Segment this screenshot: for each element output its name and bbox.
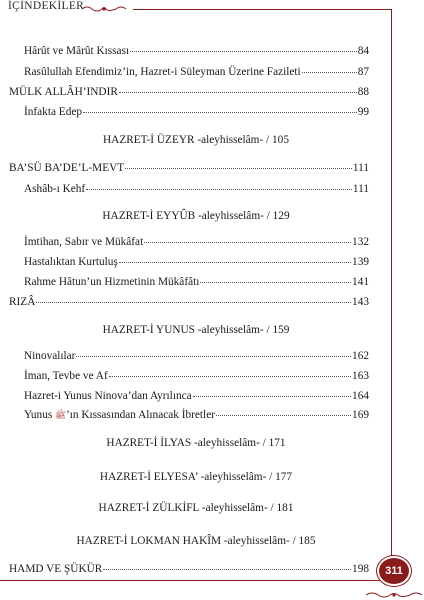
toc-entry-page: 163 (352, 370, 369, 382)
toc-entry-title: Hastalıktan Kurtuluş (24, 256, 118, 268)
ornament-icon (81, 4, 127, 14)
toc-entry-title: Rahme Hâtun’un Hizmetinin Mükâfâtı (24, 276, 200, 288)
margin-rule (391, 9, 392, 580)
toc-entry-page: 99 (357, 106, 369, 118)
toc-entry-page: 84 (357, 45, 369, 57)
toc-entry[interactable] (24, 390, 369, 402)
toc-entry-page: 162 (352, 350, 369, 362)
toc-entry-title: RIZÂ (9, 296, 36, 308)
toc-entry-page: 111 (352, 183, 369, 195)
toc-entry-title: Yunus ﷺ’ın Kıssasından Alınacak İbretler (24, 409, 215, 421)
toc-entry[interactable] (24, 45, 369, 57)
toc-entry[interactable] (24, 370, 369, 382)
toc-entry-title: Rasûlullah Efendimiz’in, Hazret-i Süleyman Üzerine Fazileti (24, 66, 301, 78)
toc-entry-page: 139 (352, 256, 369, 268)
toc-entry[interactable] (24, 350, 369, 362)
toc-entry-title: Hârût ve Mârût Kıssası (24, 45, 130, 57)
page-number-badge: 311 (379, 558, 409, 584)
section-heading: HAZRET-İ ÜZEYR -aleyhisselâm- / 105 (103, 134, 289, 146)
toc-entry-title: HAMD VE ŞÜKÜR (9, 563, 103, 575)
section-heading: HAZRET-İ ELYESA’ -aleyhisselâm- / 177 (99, 471, 293, 483)
toc-entry-page: 143 (352, 296, 369, 308)
toc-entry-title: MÜLK ALLÂH’INDIR (9, 86, 118, 98)
toc-entry-title: Ashâb-ı Kehf (24, 183, 86, 195)
toc-entry[interactable] (9, 162, 369, 174)
toc-entry-page: 88 (357, 86, 369, 98)
toc-entry[interactable] (24, 409, 369, 423)
section-heading: HAZRET-İ ZÜLKİFL -aleyhisselâm- / 181 (98, 502, 294, 514)
toc-entry-page: 87 (357, 66, 369, 78)
toc-entry[interactable] (9, 86, 369, 98)
toc-entry-page: 111 (352, 162, 369, 174)
toc-entry[interactable] (24, 106, 369, 118)
toc-entry-title: İnfakta Edep (24, 106, 83, 118)
toc-entry[interactable] (24, 183, 369, 195)
section-heading: HAZRET-İ İLYAS -aleyhisselâm- / 171 (106, 437, 286, 449)
section-heading: HAZRET-İ LOKMAN HAKÎM -aleyhisselâm- / 185 (76, 535, 316, 547)
toc-entry[interactable] (24, 256, 369, 268)
toc-entry[interactable] (24, 276, 369, 288)
toc-entry-page: 164 (352, 390, 369, 402)
toc-entry-title: Hazret-i Yunus Ninova’dan Ayrılınca (24, 390, 192, 402)
toc-entry[interactable] (24, 66, 369, 78)
running-header-title: İÇİNDEKİLER (8, 0, 85, 12)
toc-entry-title: İmtihan, Sabır ve Mükâfat (24, 236, 144, 248)
toc-entry[interactable] (9, 296, 369, 308)
footer-rule (0, 580, 392, 581)
toc-entry-title: BA’SÜ BA’DE’L-MEVT (9, 162, 125, 174)
section-heading: HAZRET-İ YUNUS -aleyhisselâm- / 159 (102, 324, 290, 336)
toc-entry-page: 132 (352, 236, 369, 248)
toc-entry[interactable] (24, 236, 369, 248)
section-heading: HAZRET-İ EYYÛB -aleyhisselâm- / 129 (102, 210, 290, 222)
toc-entry-title: İman, Tevbe ve Af (24, 370, 108, 382)
toc-entry-title: Ninovalılar (24, 350, 76, 362)
salawat-symbol: ﷺ (55, 410, 66, 420)
toc-entry[interactable] (9, 563, 369, 575)
toc-entry-page: 198 (352, 563, 369, 575)
toc-entry-page: 169 (352, 409, 369, 421)
toc-entry-page: 141 (352, 276, 369, 288)
header-rule (133, 9, 392, 10)
ornament-icon (364, 590, 424, 600)
